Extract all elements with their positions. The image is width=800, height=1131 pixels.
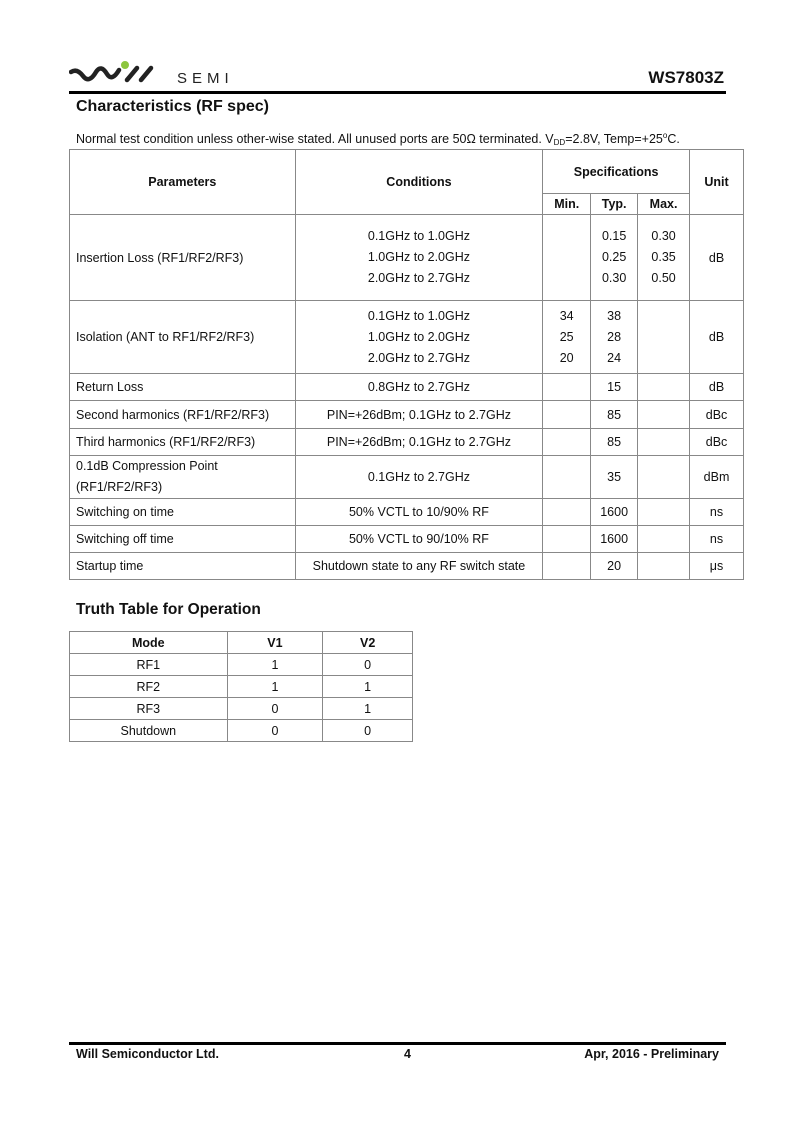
unit-cell: dBm [690, 456, 744, 499]
typ-cell: 1600 [591, 526, 638, 553]
unit-cell: dBc [690, 401, 744, 429]
table-row [70, 429, 744, 456]
max-cell [638, 215, 690, 301]
footer-date: Apr, 2016 - Preliminary [584, 1047, 719, 1061]
v1-cell: 0 [227, 698, 323, 720]
condition-line: 2.0GHz to 2.7GHz [367, 350, 470, 365]
max-cell [638, 499, 690, 526]
table-row [70, 698, 413, 720]
typ-cell [591, 215, 638, 301]
truth-table [69, 631, 413, 742]
condition-cell: 0.8GHz to 2.7GHz [295, 374, 543, 401]
unit-cell: dB [690, 374, 744, 401]
min-value: 34 [559, 308, 574, 323]
min-value: 25 [559, 329, 574, 344]
unit-cell: μs [690, 553, 744, 580]
typ-cell [591, 301, 638, 374]
table-row [70, 215, 744, 301]
max-value [638, 306, 689, 327]
truth-table-title: Truth Table for Operation [76, 601, 261, 618]
table-row [70, 654, 413, 676]
parameter-cell: Return Loss [70, 374, 296, 401]
v2-cell: 0 [323, 654, 413, 676]
parameter-cell: Switching off time [70, 526, 296, 553]
typ-cell: 85 [591, 401, 638, 429]
max-value: 0.30 [651, 229, 676, 243]
company-logo [69, 58, 259, 88]
section-title: Characteristics (RF spec) [76, 98, 269, 115]
typ-value: 28 [607, 329, 622, 344]
degree-superscript: o [662, 131, 668, 140]
mode-cell: Shutdown [70, 720, 228, 742]
condition-cell: Shutdown state to any RF switch state [295, 553, 543, 580]
header-unit: Unit [690, 150, 744, 215]
v2-cell: 1 [323, 676, 413, 698]
max-cell [638, 301, 690, 374]
typ-value: 0.15 [601, 229, 627, 243]
min-value [543, 226, 590, 247]
header-specifications: Specifications [543, 150, 690, 194]
max-cell [638, 553, 690, 580]
min-cell [543, 215, 591, 301]
footer-company: Will Semiconductor Ltd. [76, 1047, 219, 1061]
table-row [70, 401, 744, 429]
condition-cell: 0.1GHz to 2.7GHz [295, 456, 543, 499]
condition-line: 2.0GHz to 2.7GHz [367, 271, 470, 285]
min-cell [543, 301, 591, 374]
typ-cell: 85 [591, 429, 638, 456]
table-row [70, 456, 744, 499]
parameter-cell: Second harmonics (RF1/RF2/RF3) [70, 401, 296, 429]
max-value [638, 348, 689, 369]
max-value: 0.35 [651, 250, 676, 264]
mode-cell: RF3 [70, 698, 228, 720]
v2-cell: 0 [323, 720, 413, 742]
parameter-cell: Switching on time [70, 499, 296, 526]
max-value [638, 327, 689, 348]
condition-cell: 50% VCTL to 10/90% RF [295, 499, 543, 526]
v1-cell: 1 [227, 676, 323, 698]
condition-line: 1.0GHz to 2.0GHz [367, 329, 470, 344]
min-cell [543, 429, 591, 456]
condition-cell: PIN=+26dBm; 0.1GHz to 2.7GHz [295, 429, 543, 456]
header-mode: Mode [70, 632, 228, 654]
unit-cell: ns [690, 499, 744, 526]
condition-line: 1.0GHz to 2.0GHz [367, 250, 470, 264]
test-condition-note [76, 131, 680, 147]
min-cell [543, 526, 591, 553]
parameter-cell [70, 456, 296, 499]
typ-cell: 15 [591, 374, 638, 401]
condition-line: 0.1GHz to 1.0GHz [367, 229, 470, 243]
condition-cell [295, 215, 543, 301]
parameter-cell: Startup time [70, 553, 296, 580]
max-cell [638, 374, 690, 401]
test-condition-text: Normal test condition unless other-wise stated. All unused ports are 50Ω terminated. V [76, 132, 554, 146]
min-cell [543, 499, 591, 526]
parameter-cell: Third harmonics (RF1/RF2/RF3) [70, 429, 296, 456]
typ-value: 24 [607, 350, 622, 365]
logo-text: SEMI [177, 70, 234, 87]
table-row [70, 720, 413, 742]
header-typ: Typ. [591, 194, 638, 215]
max-cell [638, 429, 690, 456]
typ-cell: 1600 [591, 499, 638, 526]
unit-cell: ns [690, 526, 744, 553]
table-row [70, 374, 744, 401]
typ-value: 0.30 [601, 271, 627, 285]
min-value: 20 [559, 350, 574, 365]
unit-cell: dB [690, 301, 744, 374]
parameter-cell: Insertion Loss (RF1/RF2/RF3) [70, 215, 296, 301]
table-row [70, 676, 413, 698]
header-max: Max. [638, 194, 690, 215]
min-cell [543, 374, 591, 401]
table-row [70, 499, 744, 526]
table-row [70, 553, 744, 580]
header-parameters: Parameters [70, 150, 296, 215]
unit-cell: dBc [690, 429, 744, 456]
page-number: 4 [404, 1047, 411, 1061]
v2-cell: 1 [323, 698, 413, 720]
condition-line: 0.1GHz to 1.0GHz [367, 308, 470, 323]
header-divider [69, 91, 726, 94]
footer-divider [69, 1042, 726, 1045]
max-value: 0.50 [651, 271, 676, 285]
mode-cell: RF1 [70, 654, 228, 676]
max-cell [638, 456, 690, 499]
condition-cell: PIN=+26dBm; 0.1GHz to 2.7GHz [295, 401, 543, 429]
typ-value: 0.25 [601, 250, 627, 264]
header-v2: V2 [323, 632, 413, 654]
test-condition-text-end: C. [667, 132, 680, 146]
unit-cell: dB [690, 215, 744, 301]
header-v1: V1 [227, 632, 323, 654]
min-cell [543, 553, 591, 580]
v1-cell: 0 [227, 720, 323, 742]
typ-cell: 35 [591, 456, 638, 499]
parameter-line: (RF1/RF2/RF3) [76, 480, 163, 494]
typ-cell: 20 [591, 553, 638, 580]
condition-cell [295, 301, 543, 374]
max-cell [638, 526, 690, 553]
min-value [543, 247, 590, 268]
parameter-cell: Isolation (ANT to RF1/RF2/RF3) [70, 301, 296, 374]
min-cell [543, 456, 591, 499]
vdd-subscript: DD [553, 138, 566, 147]
header-conditions: Conditions [295, 150, 543, 215]
min-cell [543, 401, 591, 429]
max-cell [638, 401, 690, 429]
will-semi-logo-icon [69, 58, 259, 88]
table-row [70, 301, 744, 374]
min-value [543, 268, 590, 289]
v1-cell: 1 [227, 654, 323, 676]
header-min: Min. [543, 194, 591, 215]
test-condition-text-mid: =2.8V, Temp=+25 [565, 132, 663, 146]
condition-cell: 50% VCTL to 90/10% RF [295, 526, 543, 553]
table-row [70, 526, 744, 553]
mode-cell: RF2 [70, 676, 228, 698]
parameter-line: 0.1dB Compression Point [76, 459, 218, 473]
typ-value: 38 [607, 308, 622, 323]
rf-spec-table [69, 149, 744, 580]
part-number: WS7803Z [648, 68, 724, 87]
